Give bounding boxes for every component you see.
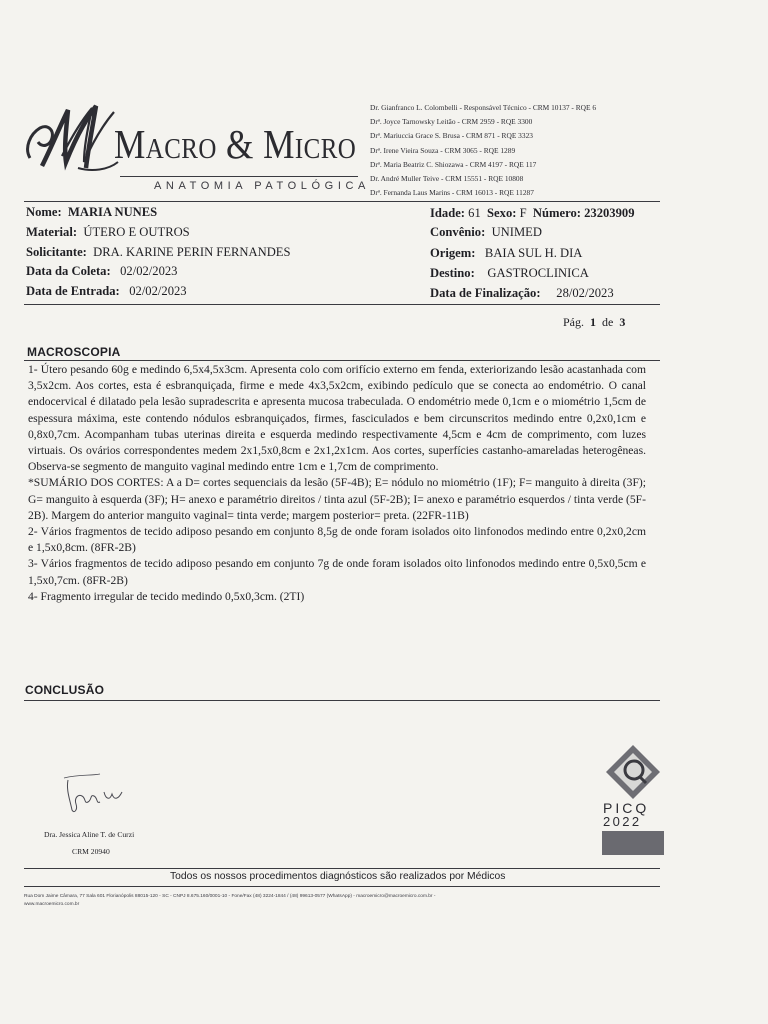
conclusao-rule <box>24 700 660 701</box>
doctor-entry: Dr. André Muller Teive - CRM 15551 - RQE 10808 <box>370 174 524 184</box>
pathologist-crm: CRM 20940 <box>72 847 110 856</box>
patient-name: MARIA NUNES <box>67 205 158 219</box>
picq-seal-banner <box>602 831 664 855</box>
picq-emblem-icon <box>604 743 662 801</box>
macroscopia-paragraph: 1- Útero pesando 60g e medindo 6,5x4,5x3cm. Apresenta colo com orifício externo em fenda, exteriorizando lesão acastanhada com 3,5x2cm. Aos cortes, esta é esbranquiçada, firme e mede 4x3,5x2cm, exibindo pedículo que se conecta ao endométrio. O canal endocervical é dilatado pela lesão supradescrita e apresenta mucosa trabeculada. O endométrio mede 0,1cm e o miométrio 1,5cm de espessura máxima, este contendo nódulos esbranquiçados, firmes, fasciculados e bem circunscritos medindo entre 0,2x0,1cm e 0,8x0,7cm. Acompanham tubas uterinas direita e esquerda medindo respectivamente 4,5cm e 4cm de comprimento, com luzes virtuais. Os ovários correspondentes medem 2x1,5x0,8cm e 2x1,2x1cm. Aos cortes, superfícies castanho-amareladas heterogêneas. Observa-se segmento de manguito vaginal medindo entre 1cm e 1,7cm de comprimento. <box>28 363 646 474</box>
footer-note: Todos os nossos procedimentos diagnósticos são realizados por Médicos <box>170 871 506 882</box>
header-rule <box>24 201 660 202</box>
doctor-entry: Drª. Fernanda Laus Marins - CRM 16013 - RQE 11287 <box>370 188 534 198</box>
doctor-entry: Drª. Maria Beatriz C. Shiozawa - CRM 4197 - RQE 117 <box>370 159 537 169</box>
handwritten-signature-icon <box>60 770 130 820</box>
footer-rule-bottom <box>24 886 660 887</box>
logo-divider <box>120 176 358 177</box>
page-indicator: Pág. 1 de 3 <box>563 315 626 329</box>
pathologist-name: Dra. Jessica Aline T. de Curzi <box>44 830 135 839</box>
doctor-entry: Dr. Gianfranco L. Colombelli - Responsável Técnico - CRM 10137 - RQE 6 <box>370 103 597 112</box>
macro-micro-logo-icon <box>22 96 122 176</box>
footer-address: Rua Dom Jaime Câmara, 77 Sala 601 Florianópolis 88015-120 - SC - CNPJ 8.675.160/0001-10 - Fone/Fax (48) 3224-1844 / (48) 99613-0577 (WhatsApp) - macroemicro@macroemicro.com.br - www.macroemicro.com.br <box>24 894 436 907</box>
macroscopia-paragraph: *SUMÁRIO DOS CORTES: A a D= cortes sequenciais da lesão (5F-4B); E= nódulo no miométrio (1F); F= manguito à direita (3F); G= manguito à esquerda (3F); H= anexo e paramétrio direitos / tinta azul (5F-2B); I= anexo e paramétrio esquerdos / tinta verde (5F-2B). Margem do anterior manguito vaginal= tinta verde; margem posterior= preta. (22FR-11B) <box>28 476 646 522</box>
patient-name-field: Nome: MARIA NUNES <box>26 205 158 219</box>
picq-seal <box>600 743 666 856</box>
solicitante-field: Solicitante: DRA. KARINE PERIN FERNANDES <box>26 245 291 259</box>
exam-number: 23203909 <box>584 206 635 220</box>
entrada-field: Data de Entrada: 02/02/2023 <box>26 284 187 298</box>
conclusao-title: CONCLUSÃO <box>25 683 105 697</box>
brand-name: Macro & Micro <box>114 121 357 167</box>
origem-field: Origem: BAIA SUL H. DIA <box>430 246 583 260</box>
doctor-entry: Drª. Irene Vieira Souza - CRM 3065 - RQE 1289 <box>370 145 516 155</box>
doctor-entry: Drª. Mariuccia Grace S. Brusa - CRM 871 - RQE 3323 <box>370 131 533 141</box>
material-field: Material: ÚTERO E OUTROS <box>26 225 190 239</box>
footer-website: www.macroemicro.com.br <box>24 902 80 907</box>
coleta-field: Data da Coleta: 02/02/2023 <box>26 264 178 278</box>
brand-subtitle: ANATOMIA PATOLÓGICA <box>154 180 370 192</box>
macroscopia-paragraph: 3- Vários fragmentos de tecido adiposo pesando em conjunto 7g de onde foram isolados oito linfonodos medindo entre 0,5x0,5cm e 1,5x0,7cm. (8FR-2B) <box>28 557 646 587</box>
footer-rule-top <box>24 868 660 869</box>
picq-seal-year: 2022 <box>603 814 642 829</box>
patient-details-field: Idade: 61 Sexo: F Número: 23203909 <box>430 206 635 220</box>
picq-seal-name: PICQ <box>603 800 650 816</box>
macroscopia-text <box>28 362 646 605</box>
doctor-entry: Drª. Joyce Tarnowsky Leitão - CRM 2959 - RQE 3300 <box>370 117 533 127</box>
finalizacao-field: Data de Finalização: 28/02/2023 <box>430 286 614 300</box>
macroscopia-paragraph: 2- Vários fragmentos de tecido adiposo pesando em conjunto 8,5g de onde foram isolados oito linfonodos medindo entre 0,2x0,2cm e 1,5x0,8cm. (8FR-2B) <box>28 525 646 555</box>
doctors-list <box>370 101 596 200</box>
convenio-field: Convênio: UNIMED <box>430 225 542 239</box>
destino-field: Destino: GASTROCLINICA <box>430 266 589 280</box>
macroscopia-title: MACROSCOPIA <box>27 345 121 359</box>
macroscopia-paragraph: 4- Fragmento irregular de tecido medindo 0,5x0,3cm. (2TI) <box>28 589 305 603</box>
header-bottom-rule <box>24 304 660 305</box>
